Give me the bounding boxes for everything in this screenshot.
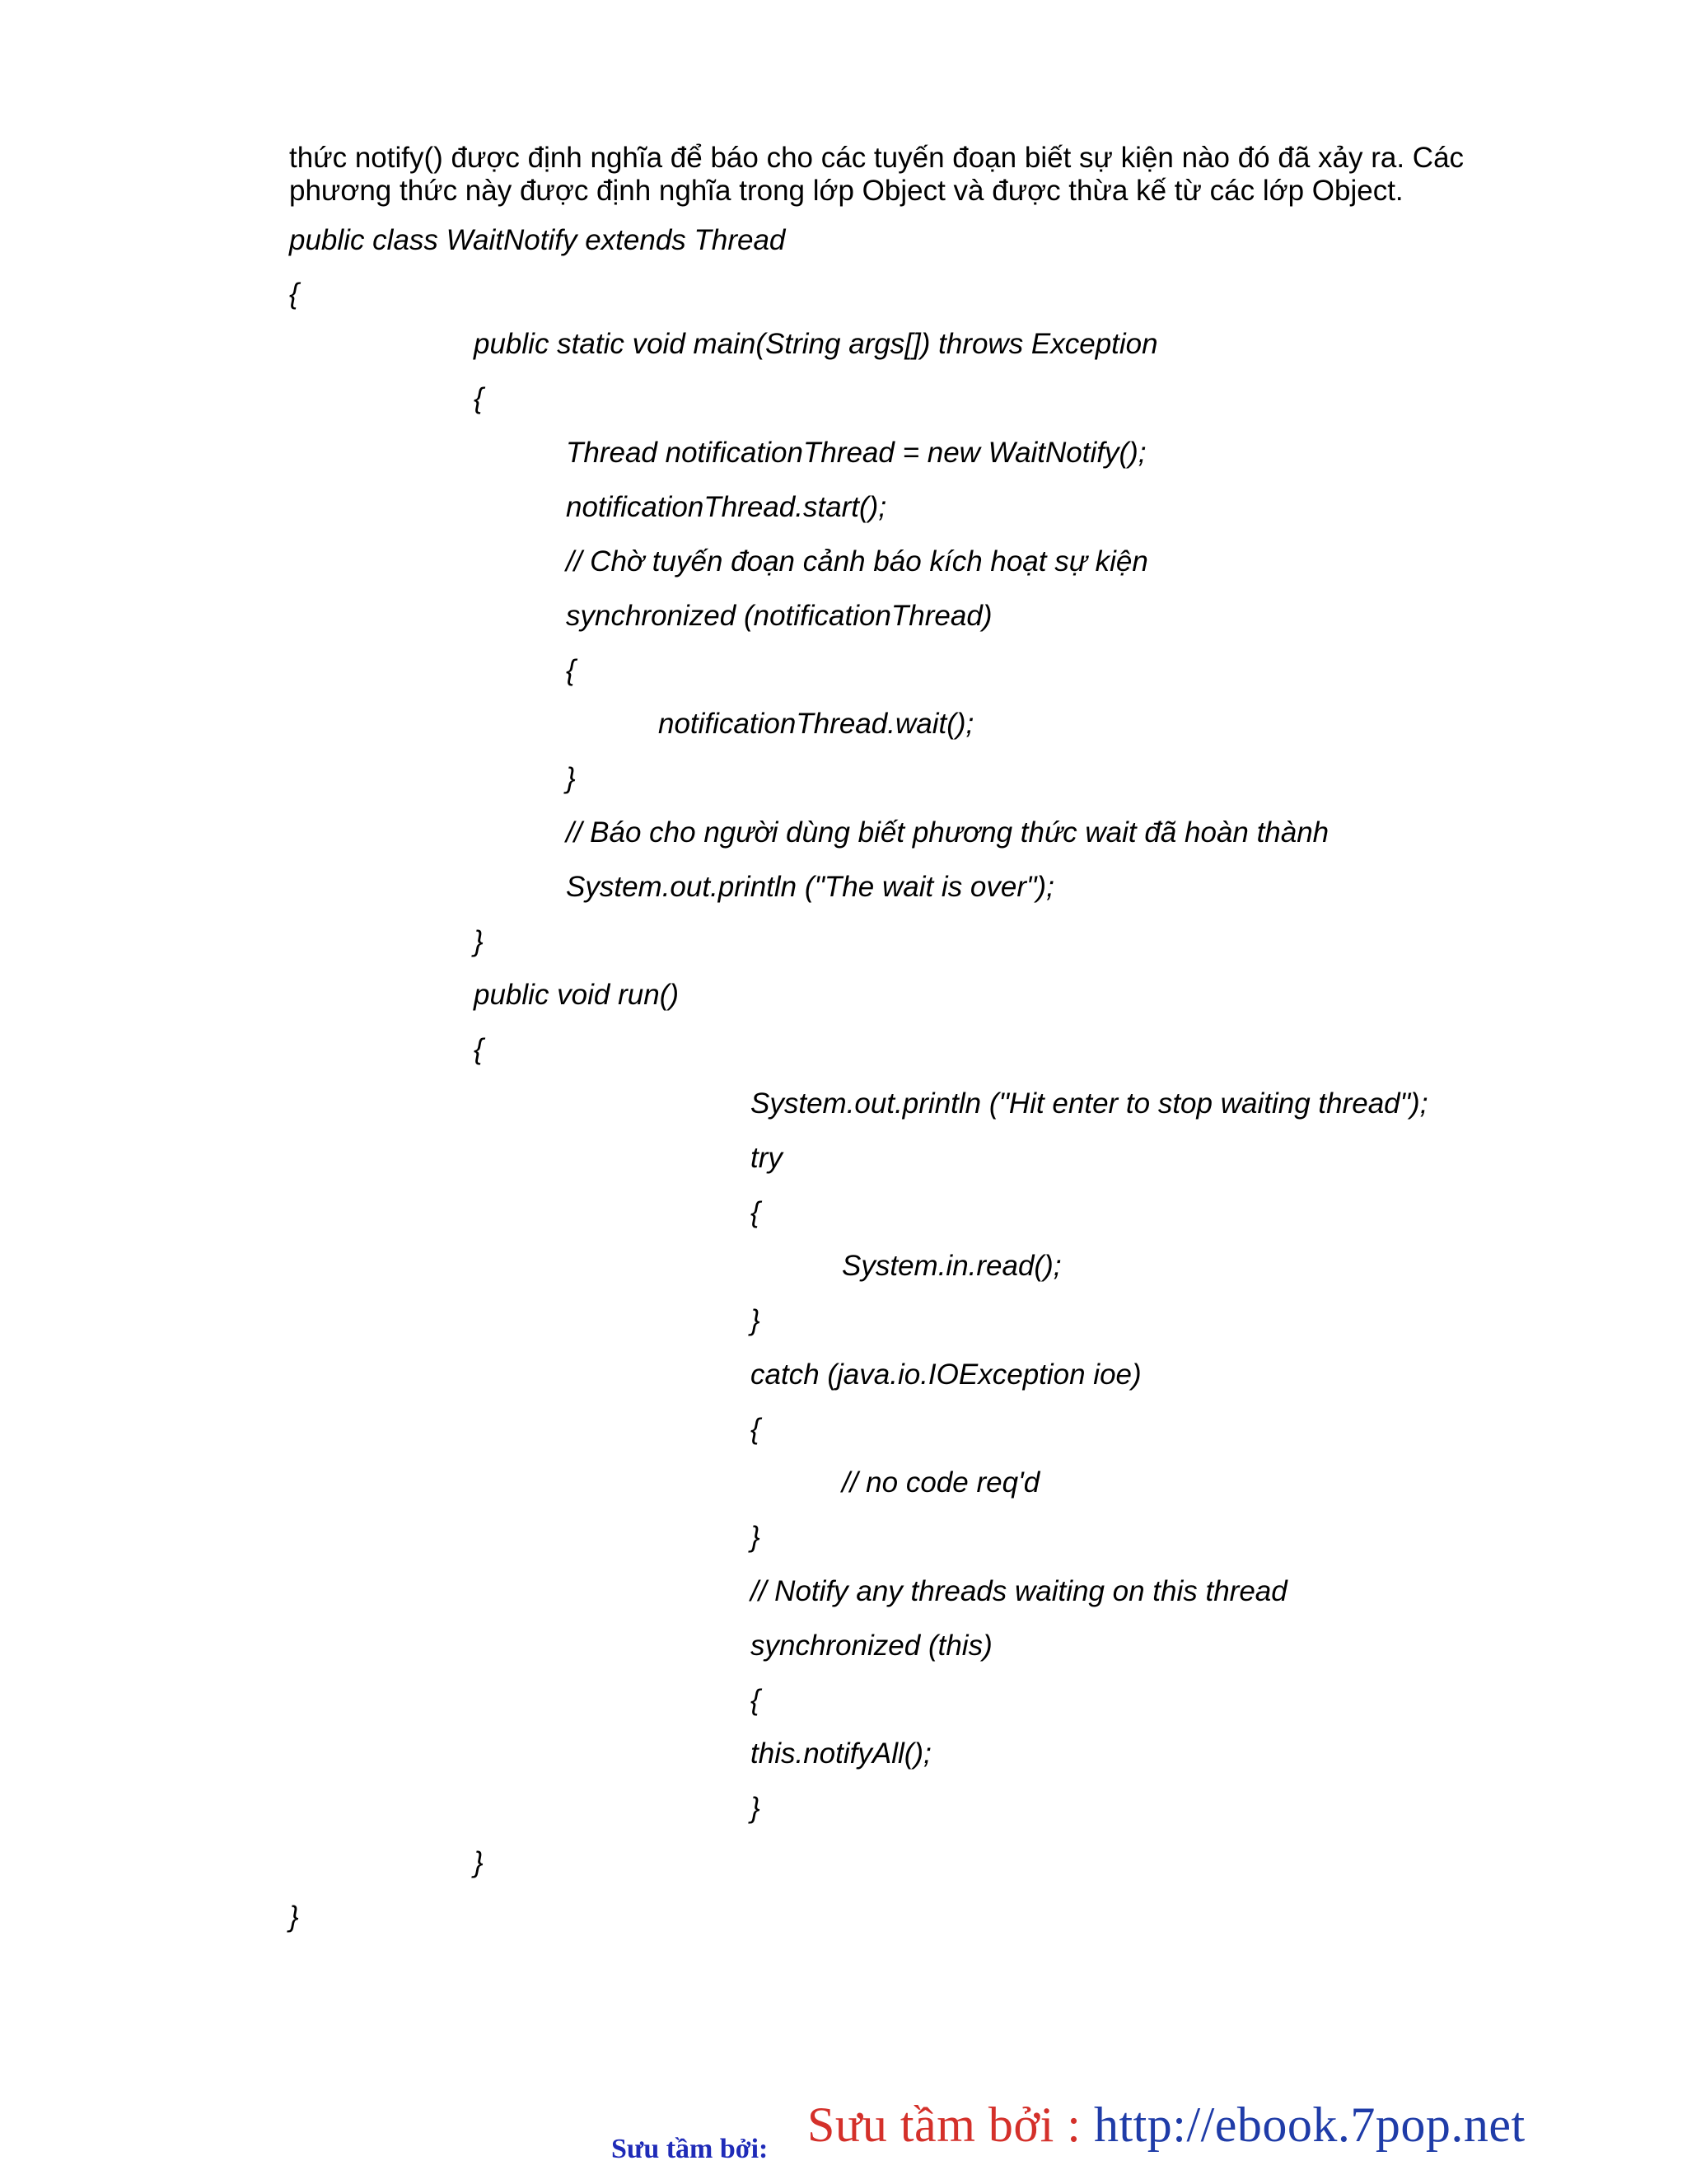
code-line: System.in.read(); [842, 1250, 1062, 1282]
code-line: { [566, 654, 576, 686]
code-line: try [750, 1142, 783, 1174]
code-line: } [750, 1792, 760, 1824]
code-line: { [289, 278, 299, 310]
code-line: } [566, 762, 576, 794]
code-line: System.out.println ("Hit enter to stop waiting thread"); [750, 1087, 1428, 1120]
code-line: public void run() [474, 979, 679, 1011]
code-line: catch (java.io.IOException ioe) [750, 1359, 1142, 1391]
watermark-prefix: Sưu tầm bởi : [807, 2097, 1094, 2152]
code-line: } [474, 1846, 484, 1878]
code-line: notificationThread.start(); [566, 491, 887, 523]
code-line: { [750, 1684, 760, 1716]
code-line: Thread notificationThread = new WaitNotify(); [566, 437, 1147, 469]
code-line: { [750, 1413, 760, 1445]
paragraph-line: thức notify() được định nghĩa để báo cho các tuyến đoạn biết sự kiện nào đó đã xảy ra. Các [289, 142, 1465, 174]
intro-paragraph [289, 142, 1475, 208]
code-line: { [474, 1033, 484, 1065]
code-line: synchronized (this) [750, 1630, 993, 1662]
code-line: synchronized (notificationThread) [566, 600, 993, 632]
paragraph-line: phương thức này được định nghĩa trong lớp Object và được thừa kế từ các lớp Object. [289, 175, 1404, 207]
code-line: notificationThread.wait(); [658, 708, 974, 740]
code-line: System.out.println ("The wait is over"); [566, 871, 1054, 903]
code-line: } [750, 1304, 760, 1336]
code-line: { [750, 1196, 760, 1228]
code-line: // Chờ tuyến đoạn cảnh báo kích hoạt sự kiện [566, 545, 1148, 578]
footer-credit-label: Sưu tầm bởi: [611, 2134, 769, 2164]
code-line: // no code req'd [842, 1466, 1040, 1499]
code-line: } [289, 1901, 299, 1933]
code-line: public static void main(String args[]) throws Exception [474, 328, 1158, 360]
code-line: } [474, 925, 484, 957]
watermark-url[interactable]: http://ebook.7pop.net [1093, 2097, 1526, 2152]
code-line: // Báo cho người dùng biết phương thức wait đã hoàn thành [566, 816, 1330, 849]
code-line: // Notify any threads waiting on this thread [750, 1575, 1287, 1607]
code-line: } [750, 1521, 760, 1553]
watermark-logo [807, 2097, 1526, 2154]
code-line: public class WaitNotify extends Thread [289, 224, 786, 256]
code-line: this.notifyAll(); [750, 1737, 932, 1770]
code-line: { [474, 382, 484, 414]
